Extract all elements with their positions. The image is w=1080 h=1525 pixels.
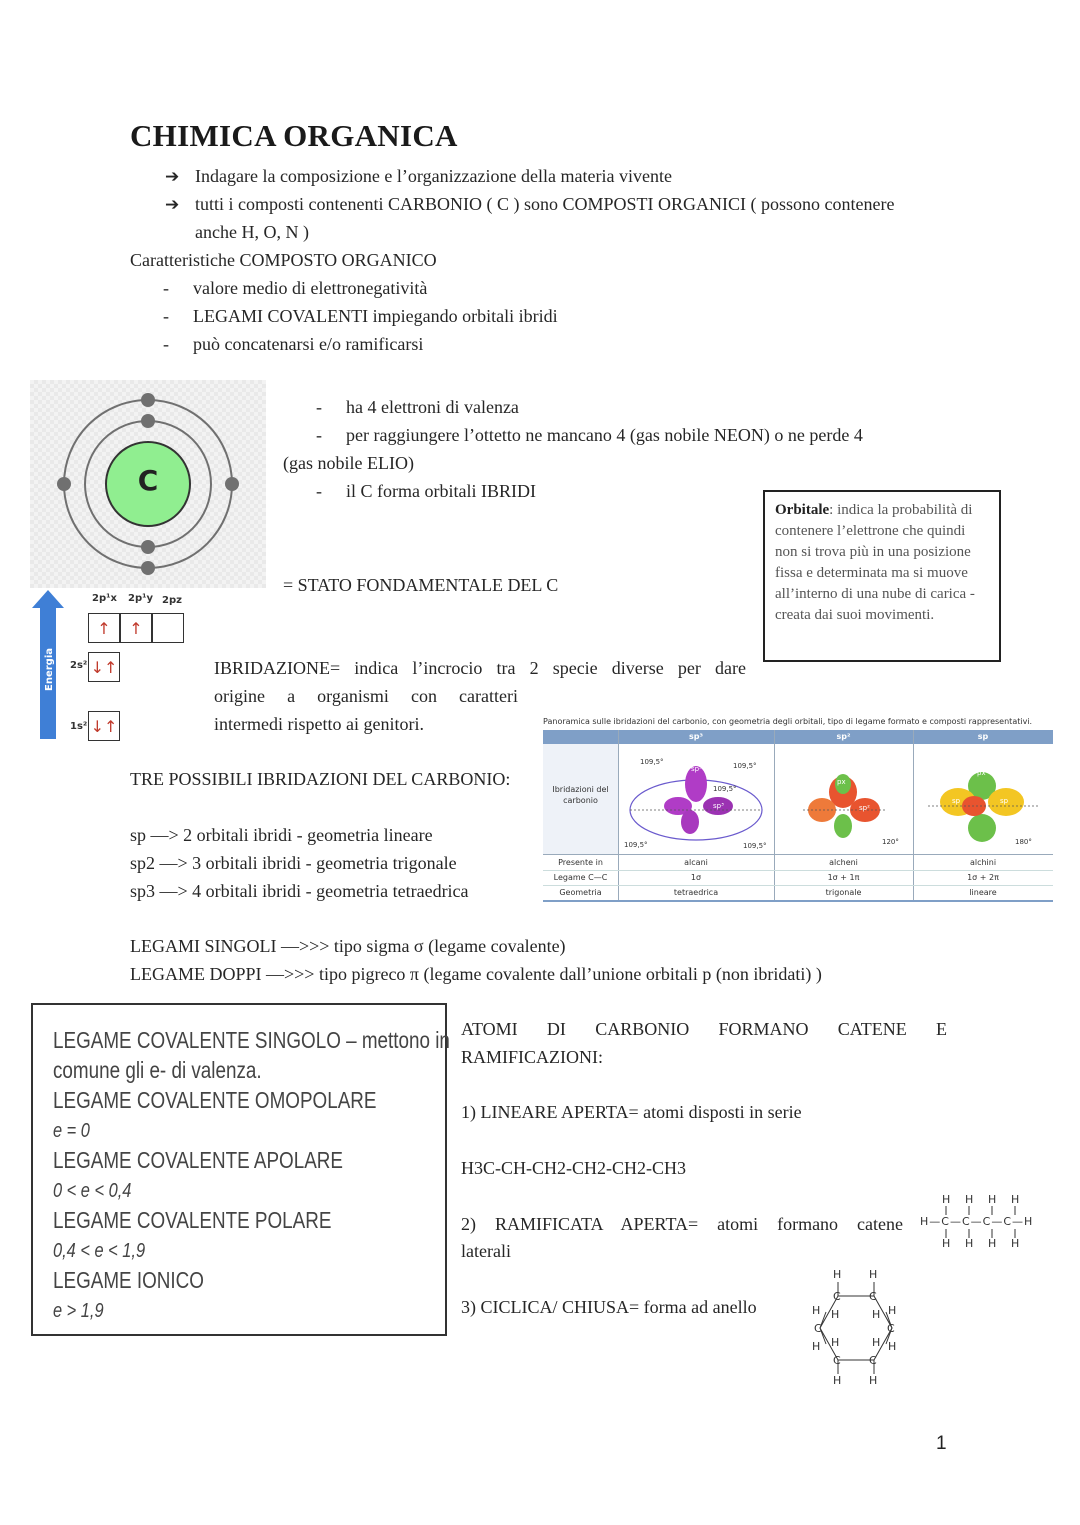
orbital-box-2s: ↓↑ <box>88 652 120 682</box>
lobe-label-sp2: sp² <box>814 779 825 787</box>
angle-sp3-e: 109,5° <box>743 842 767 850</box>
orbital-2px-label: 2p¹x <box>92 593 117 604</box>
table-cell: tetraedrica <box>673 888 719 897</box>
chains-heading: ATOMI DI CARBONIO FORMANO CATENE E <box>461 1019 947 1039</box>
orbital-definition-box: Orbitale: indica la probabilità di contenere l’elettrone che quindi non si trova più in una posizione fissa e determinata ma si muove all’interno di una nube di carica - creata dai suoi movimenti. <box>763 490 1001 662</box>
lobe-label-sp3: sp³ <box>691 765 702 773</box>
chain-cyclic: 3) CICLICA/ CHIUSA= forma ad anello <box>461 1297 757 1317</box>
table-caption: Panoramica sulle ibridazioni del carbonio, con geometria degli orbitali, tipo di legame formato e composti rappresentativi. <box>543 717 1033 726</box>
col-sp: sp <box>977 732 989 741</box>
lobe-label-sp2-b: sp² <box>859 804 870 812</box>
orbital-box-2pz <box>152 613 184 643</box>
angle-sp3: 109,5° <box>640 758 664 766</box>
p-lobe <box>968 814 996 842</box>
cyclohexane-structure: H H C C C C C C H H H H H H H H H H <box>812 1268 897 1387</box>
orbital-2s-label: 2s² <box>70 660 88 671</box>
col-sp3: sp³ <box>689 732 703 741</box>
carbon-fact-cont: (gas nobile ELIO) <box>283 453 414 473</box>
box-line: LEGAME COVALENTE SINGOLO – mettono in <box>53 1027 450 1053</box>
orbital-box-2py: ↑ <box>120 613 152 643</box>
orbital-box-2px: ↑ <box>88 613 120 643</box>
chain-linear: 1) LINEARE APERTA= atomi disposti in serie <box>461 1102 802 1122</box>
sp3-lobe <box>681 810 699 834</box>
single-bond-line: LEGAMI SINGOLI —>>> tipo sigma σ (legame covalente) <box>130 936 566 956</box>
box-line: LEGAME COVALENTE APOLARE <box>53 1147 343 1173</box>
carbon-fact: - per raggiungere l’ottetto ne mancano 4 (gas nobile NEON) o ne perde 4 <box>316 425 863 445</box>
page-number: 1 <box>936 1433 947 1454</box>
table-row-label: Legame C—C <box>553 873 608 882</box>
box-line: LEGAME IONICO <box>53 1267 204 1293</box>
hybridization-sp3: sp3 —> 4 orbitali ibridi - geometria tetraedrica <box>130 881 469 901</box>
lobe-label-sp-b: sp <box>1000 797 1009 805</box>
double-bond-line: LEGAME DOPPI —>>> tipo pigreco π (legame covalente dall’unione orbitali p (non ibridati) ) <box>130 964 822 984</box>
col-sp2: sp² <box>836 732 851 741</box>
lobe-label-py: py <box>1001 774 1010 782</box>
carbon-fact: - ha 4 elettroni di valenza <box>316 397 519 417</box>
carbon-fact: - il C forma orbitali IBRIDI <box>316 481 536 501</box>
box-line: comune gli e- di valenza. <box>53 1057 262 1083</box>
table-row-label: Geometria <box>559 888 602 897</box>
butane-structure: H H H H H—C—C—C—C—H H H H H <box>920 1193 1034 1250</box>
orbital-1s-label: 1s² <box>70 721 88 732</box>
chain-branched-cont: laterali <box>461 1241 511 1261</box>
table-cell: 1σ + 1π <box>827 873 860 882</box>
hybridization-table <box>543 717 1053 902</box>
table-cell: alchini <box>969 858 997 867</box>
hybridization-sp: sp —> 2 orbitali ibridi - geometria lineare <box>130 825 433 845</box>
box-line: LEGAME COVALENTE OMOPOLARE <box>53 1087 377 1113</box>
energy-diagram <box>30 588 200 743</box>
chain-branched: 2) RAMIFICATA APERTA= atomi formano catene <box>461 1214 903 1234</box>
table-row-label: Presente in <box>558 858 603 867</box>
lobe-label-px: px <box>837 778 846 786</box>
angle-sp2: 120° <box>882 838 899 846</box>
hybridization-definition-line: IBRIDAZIONE= indica l’incrocio tra 2 specie diverse per dare <box>214 658 746 678</box>
table-cell: 1σ + 2π <box>967 873 999 882</box>
carbon-atom-model <box>30 380 266 588</box>
table-cell: trigonale <box>825 888 862 897</box>
chain-formula: H3C-CH-CH2-CH2-CH2-CH3 <box>461 1158 686 1178</box>
carbon-symbol: C <box>137 464 159 497</box>
angle-sp3-c: 109,5° <box>713 785 737 793</box>
intro-bullet-1: ➔ Indagare la composizione e l’organizzazione della materia vivente <box>165 162 672 191</box>
lobe-label-sp3-b: sp³ <box>713 802 724 810</box>
covalent-bonds-box <box>31 1003 450 1336</box>
intro-bullet-2: ➔ tutti i composti contenenti CARBONIO ( C ) sono COMPOSTI ORGANICI ( possono contenere <box>165 190 894 219</box>
hybridization-definition-line: origine a organismi con caratteri <box>214 686 518 706</box>
box-line: LEGAME COVALENTE POLARE <box>53 1207 332 1233</box>
orbital-2py-label: 2p¹y <box>128 593 154 604</box>
characteristic-item: - può concatenarsi e/o ramificarsi <box>163 334 424 354</box>
characteristic-item: - valore medio di elettronegatività <box>163 278 428 298</box>
hybridization-definition-line: intermedi rispetto ai genitori. <box>214 714 424 734</box>
p-lobe <box>834 814 852 838</box>
characteristics-heading: Caratteristiche COMPOSTO ORGANICO <box>130 250 437 270</box>
lobe-label-sp: sp <box>952 797 961 805</box>
arrow-icon: ➔ <box>165 195 180 215</box>
orbital-box-1s: ↓↑ <box>88 711 120 741</box>
characteristic-item: - LEGAMI COVALENTI impiegando orbitali ibridi <box>163 306 558 326</box>
box-line: 0 < e < 0,4 <box>53 1180 132 1202</box>
orbital-2pz-label: 2pz <box>162 595 182 606</box>
arrow-icon: ➔ <box>165 167 180 187</box>
hybridizations-heading: TRE POSSIBILI IBRIDAZIONI DEL CARBONIO: <box>130 769 511 789</box>
hybridization-sp2: sp2 —> 3 orbitali ibridi - geometria trigonale <box>130 853 457 873</box>
ground-state-label: = STATO FONDAMENTALE DEL C <box>283 575 559 595</box>
box-line: e = 0 <box>53 1120 90 1142</box>
angle-sp: 180° <box>1015 838 1032 846</box>
page-title: CHIMICA ORGANICA <box>130 118 458 153</box>
lobe-label-px-sp: px <box>977 769 986 777</box>
energy-axis-label: Energia <box>44 648 55 691</box>
table-cell: lineare <box>969 888 997 897</box>
table-cell: 1σ <box>690 873 702 882</box>
angle-sp3-d: 109,5° <box>624 841 648 849</box>
box-line: e > 1,9 <box>53 1300 104 1322</box>
angle-sp3-b: 109,5° <box>733 762 757 770</box>
intro-bullet-2-cont: anche H, O, N ) <box>195 222 309 242</box>
table-cell: alcheni <box>829 858 858 867</box>
hybrid-orbitals-illustration <box>618 744 1053 854</box>
table-cell: alcani <box>684 858 708 867</box>
box-line: 0,4 < e < 1,9 <box>53 1240 146 1262</box>
row-header-image: Ibridazioni del carbonio <box>552 785 609 805</box>
chains-heading-cont: RAMIFICAZIONI: <box>461 1047 603 1067</box>
